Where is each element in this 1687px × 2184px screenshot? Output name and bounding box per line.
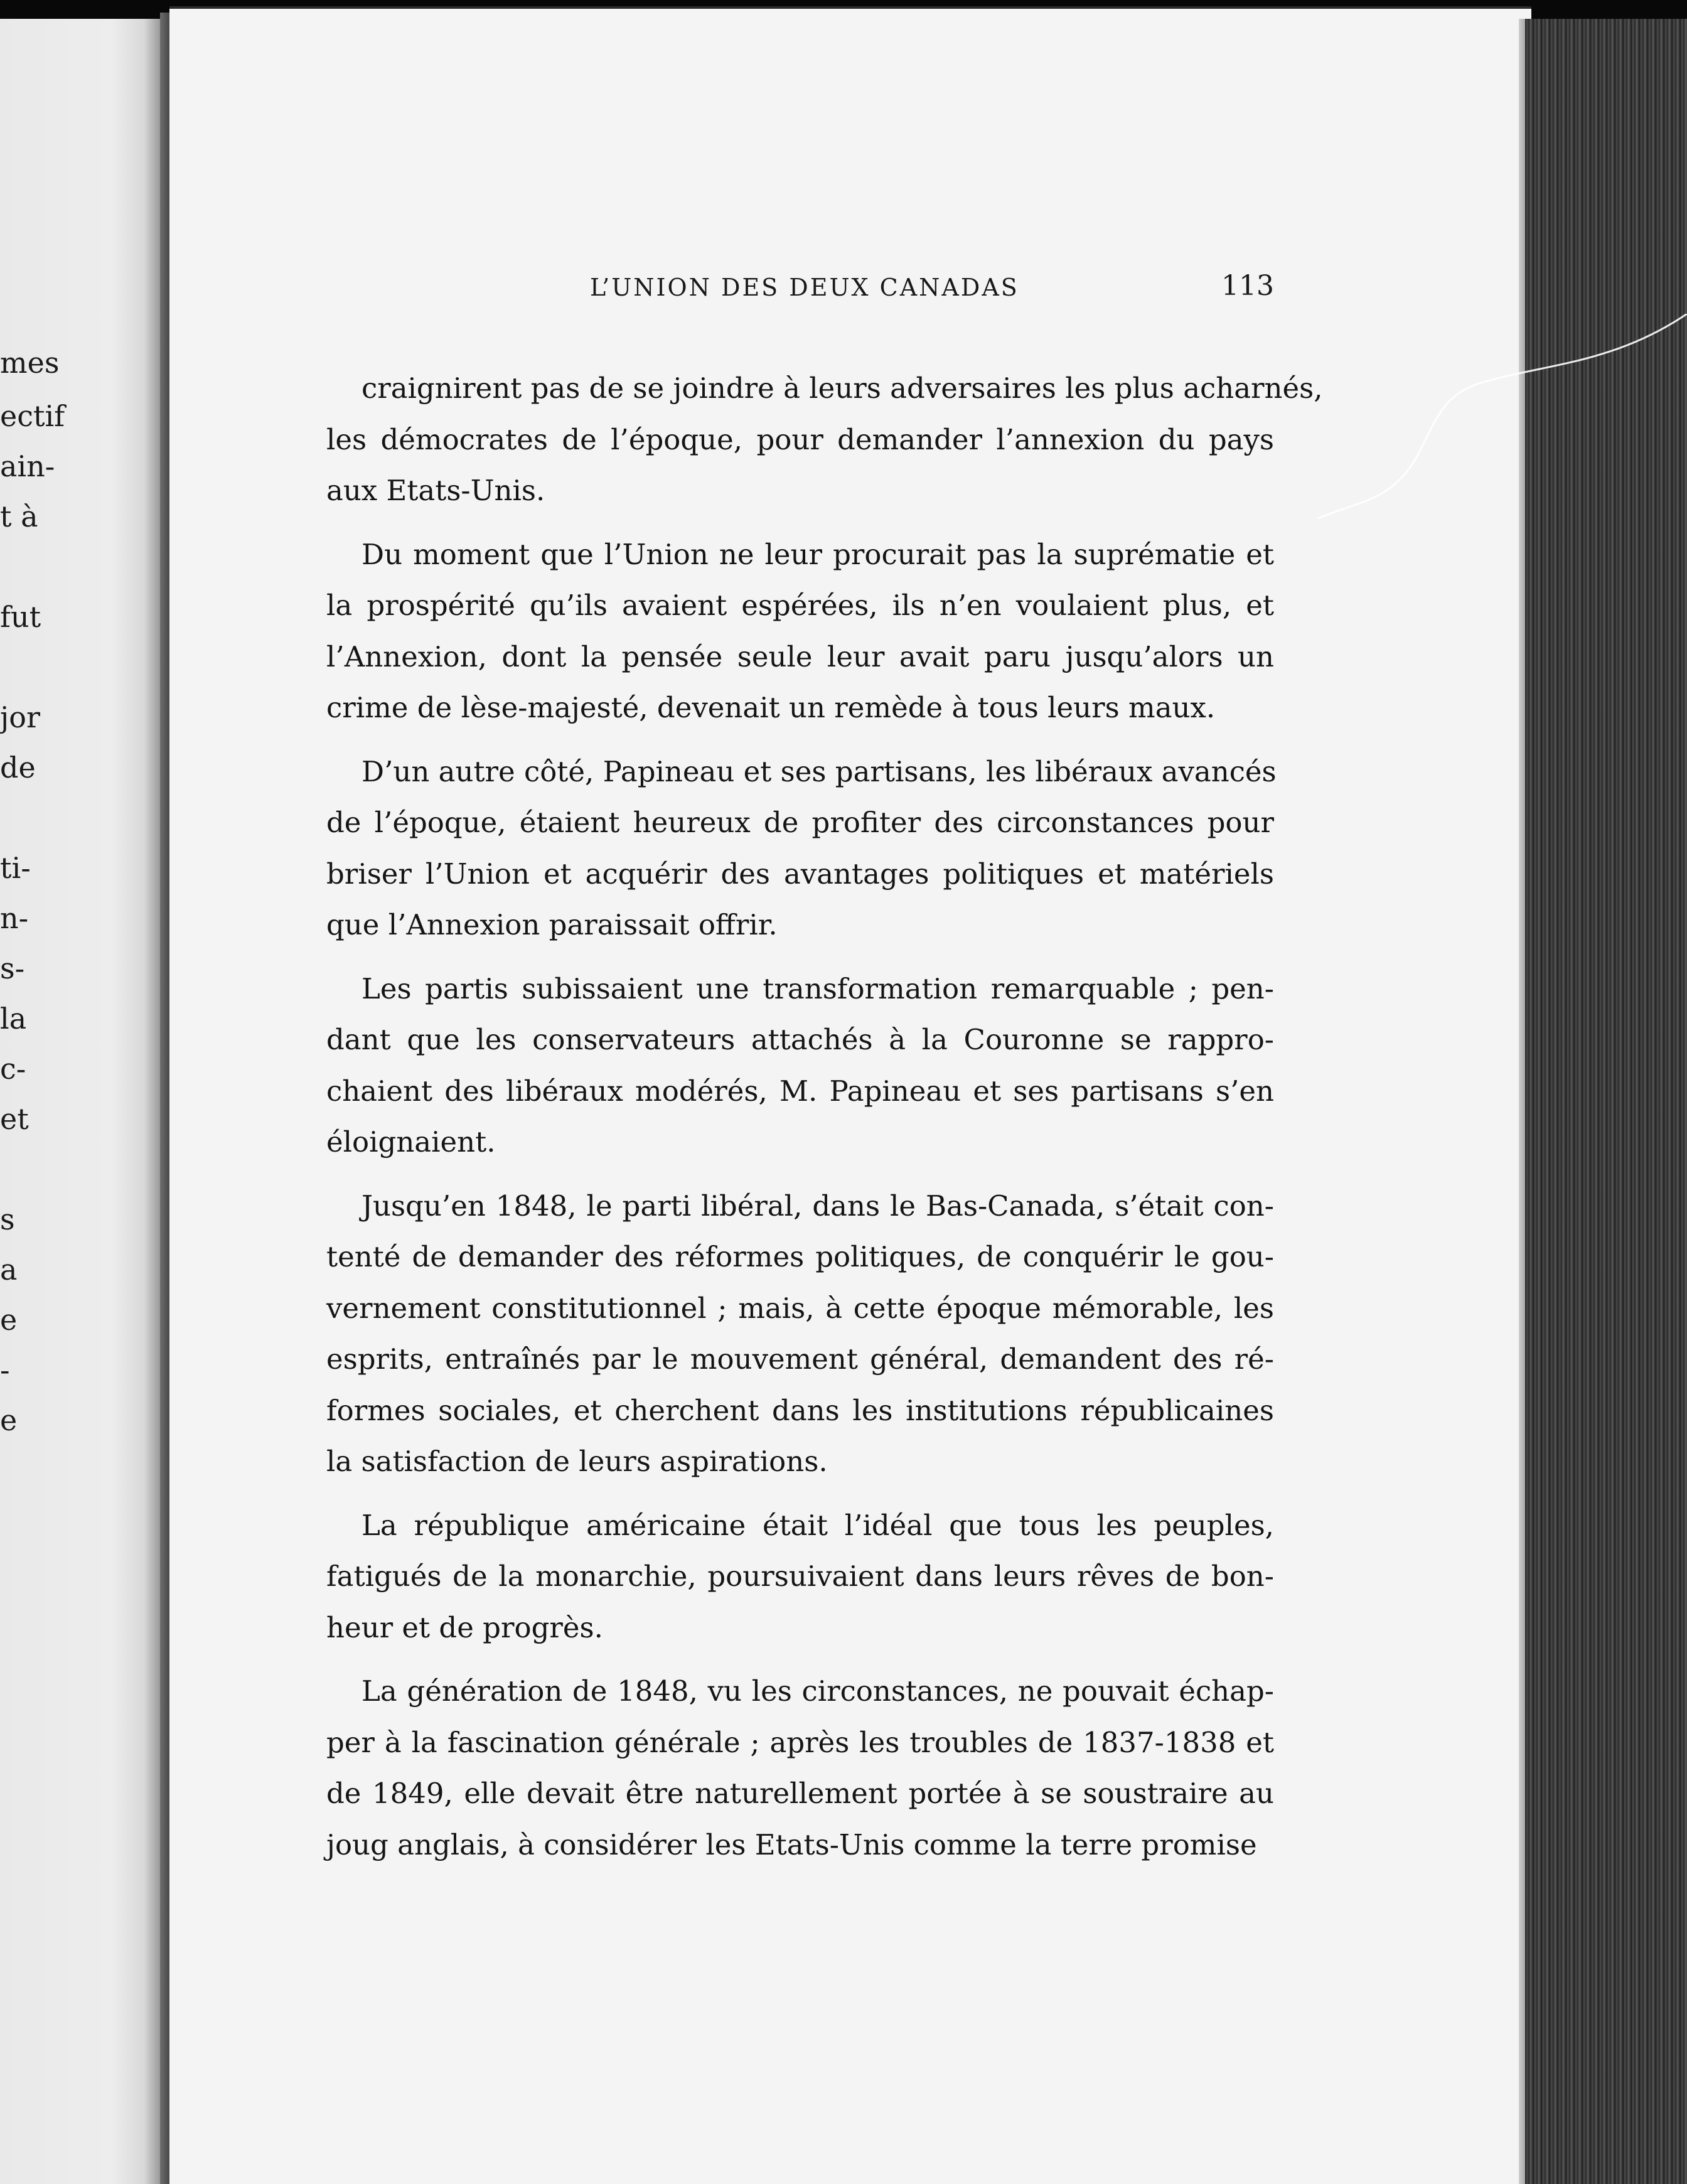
facing-page-fragment: - (0, 1353, 10, 1387)
text-line: briser l’Union et acquérir des avantages politiques et matériels (326, 857, 1274, 891)
facing-page-fragment: s- (0, 951, 25, 985)
text-line: de 1849, elle devait être naturellement portée à se soustraire au (326, 1777, 1274, 1810)
text-line: D’un autre côté, Papineau et ses partisans, les libéraux avancés (362, 754, 1277, 788)
facing-page-fragment: fut (0, 600, 41, 634)
text-line: Les partis subissaient une transformation remarquable ; pen- (362, 972, 1274, 1005)
text-line: crime de lèse-majesté, devenait un remède à tous leurs maux. (326, 691, 1216, 724)
page-edges (1525, 19, 1687, 2184)
text-line: esprits, entraînés par le mouvement général, demandent des ré- (326, 1342, 1274, 1376)
text-line: per à la fascination générale ; après les troubles de 1837-1838 et (326, 1725, 1274, 1759)
text-line: heur et de progrès. (326, 1610, 603, 1644)
paragraph (326, 1180, 1274, 1487)
paragraph (326, 746, 1277, 951)
text-line: La génération de 1848, vu les circonstances, ne pouvait échap- (362, 1674, 1274, 1708)
facing-page-fragment: a (0, 1253, 18, 1287)
facing-page-fragment: ti- (0, 851, 31, 885)
facing-page-fragment: mes (0, 346, 60, 380)
facing-page-fragment: s (0, 1202, 15, 1236)
text-line: la prospérité qu’ils avaient espérées, ils n’en voulaient plus, et (326, 589, 1274, 622)
text-line: l’Annexion, dont la pensée seule leur avait paru jusqu’alors un (326, 640, 1274, 673)
facing-page-fragment: ectif (0, 399, 65, 433)
text-line: dant que les conservateurs attachés à la Couronne se rappro- (326, 1023, 1274, 1056)
facing-page-fragment: t à (0, 500, 38, 533)
text-line: vernement constitutionnel ; mais, à cette époque mémorable, les (326, 1291, 1274, 1325)
facing-page-fragment: jor (0, 700, 40, 734)
text-line: la satisfaction de leurs aspirations. (326, 1445, 828, 1478)
text-line: formes sociales, et cherchent dans les institutions républicaines (326, 1393, 1274, 1427)
facing-page-fragment: la (0, 1002, 27, 1036)
text-line: joug anglais, à considérer les Etats-Unis comme la terre promise (326, 1828, 1257, 1861)
text-line: tenté de demander des réformes politiques, de conquérir le gou- (326, 1240, 1274, 1273)
text-line: Jusqu’en 1848, le parti libéral, dans le Bas-Canada, s’était con- (362, 1189, 1274, 1223)
facing-page (0, 19, 160, 2184)
facing-page-fragment: n- (0, 901, 29, 935)
text-line: chaient des libéraux modérés, M. Papineau et ses partisans s’en (326, 1074, 1274, 1108)
text-line: La république américaine était l’idéal que tous les peuples, (362, 1508, 1274, 1542)
text-line: fatigués de la monarchie, poursuivaient dans leurs rêves de bon- (326, 1560, 1274, 1593)
text-line: les démocrates de l’époque, pour demander l’annexion du pays (326, 422, 1274, 456)
paragraph (326, 363, 1323, 517)
text-line: que l’Annexion paraissait offrir. (326, 908, 778, 941)
running-title: L’UNION DES DEUX CANADAS (590, 274, 1019, 301)
text-line: aux Etats-Unis. (326, 474, 545, 507)
facing-page-fragment: et (0, 1102, 29, 1136)
facing-page-fragment: ain- (0, 449, 55, 483)
facing-page-fragment: de (0, 751, 36, 784)
facing-page-fragment: e (0, 1303, 18, 1337)
paragraph (326, 1500, 1274, 1654)
running-head (326, 270, 1274, 311)
facing-page-fragment: c- (0, 1052, 26, 1086)
paragraph (326, 529, 1274, 734)
body-text (326, 363, 1323, 1870)
page-number: 113 (1221, 270, 1274, 302)
paragraph (326, 963, 1274, 1168)
text-line: de l’époque, étaient heureux de profiter des circonstances pour (326, 806, 1274, 839)
paragraph (326, 1666, 1274, 1870)
facing-page-fragment: e (0, 1403, 18, 1437)
text-line: éloignaient. (326, 1125, 496, 1159)
text-line: Du moment que l’Union ne leur procurait pas la suprématie et (362, 537, 1274, 571)
text-line: craignirent pas de se joindre à leurs adversaires les plus acharnés, (362, 372, 1323, 405)
